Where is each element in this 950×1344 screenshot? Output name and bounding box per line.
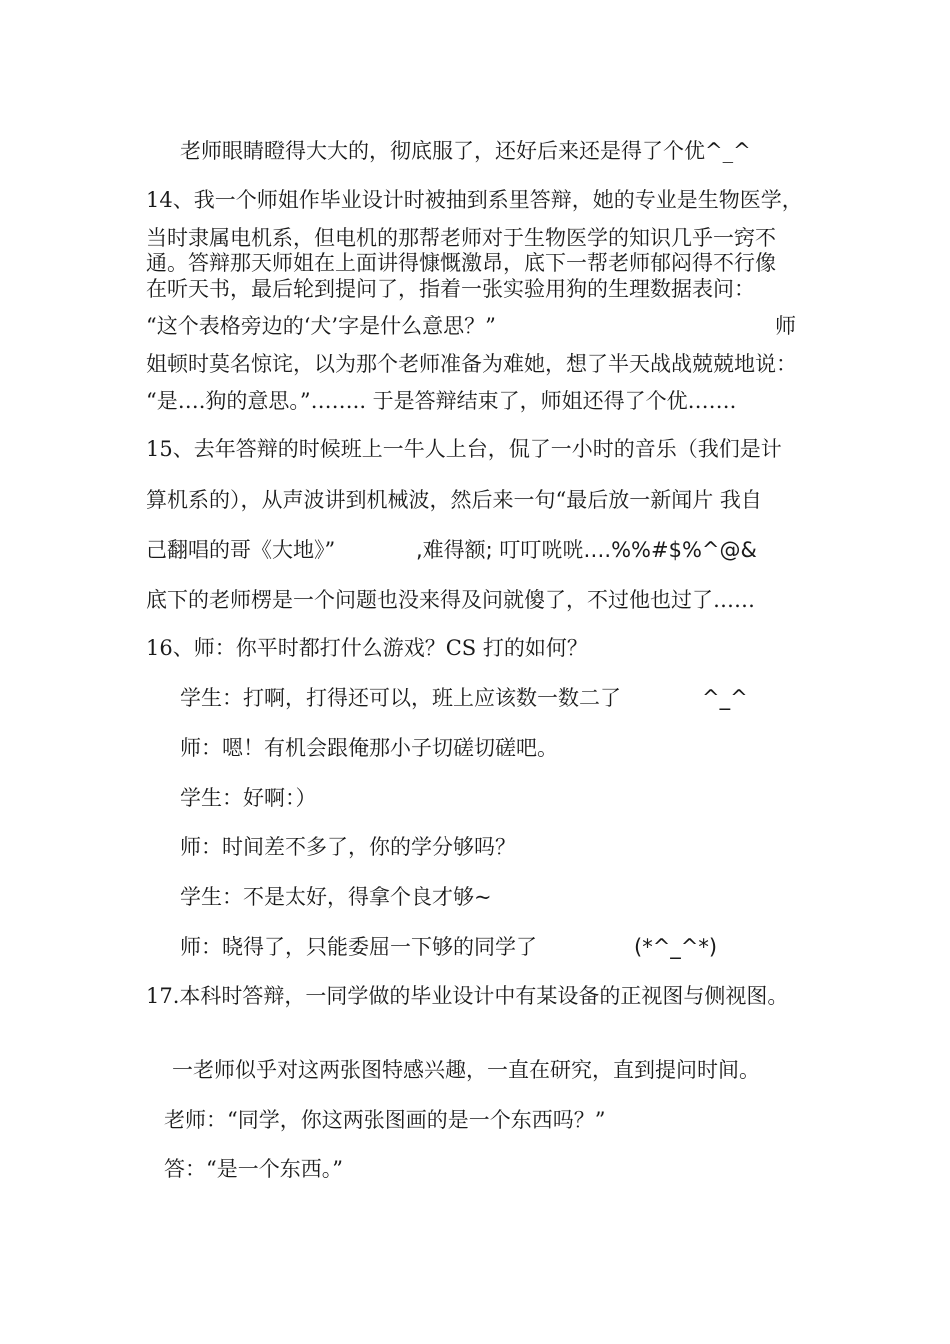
dialogue-line: 学生：打啊，打得还可以，班上应该数一数二了: [180, 686, 621, 710]
paragraph-line: 师: [775, 314, 796, 338]
paragraph-line: “是….狗的意思。”…….. 于是答辩结束了，师姐还得了个优…….: [146, 389, 737, 413]
paragraph-line: 14、我一个师姐作毕业设计时被抽到系里答辩，她的专业是生物医学，: [146, 188, 803, 212]
dialogue-line: ^_^: [702, 686, 748, 710]
paragraph-line: 当时隶属电机系，但电机的那帮老师对于生物医学的知识几乎一窍不: [146, 226, 776, 250]
dialogue-line: 答：“是一个东西。”: [164, 1157, 343, 1181]
paragraph-line: 17.本科时答辩，一同学做的毕业设计中有某设备的正视图与侧视图。: [146, 984, 789, 1008]
dialogue-line: (*^_^*): [634, 935, 718, 959]
paragraph-line: ,难得额; 叮叮咣咣….%%#$%^@&: [416, 538, 757, 562]
paragraph-line: 一老师似乎对这两张图特感兴趣，一直在研究，直到提问时间。: [172, 1058, 760, 1082]
dialogue-line: 师：时间差不多了，你的学分够吗？: [180, 835, 516, 859]
paragraph-line: 己翻唱的哥《大地》”: [146, 538, 336, 562]
paragraph-line: 姐顿时莫名惊诧，以为那个老师准备为难她，想了半天战战兢兢地说：: [146, 352, 797, 376]
paragraph-line: 在听天书，最后轮到提问了，指着一张实验用狗的生理数据表问：: [146, 277, 755, 301]
dialogue-line: 老师：“同学，你这两张图画的是一个东西吗？”: [164, 1108, 606, 1132]
paragraph-line: “这个表格旁边的‘犬’字是什么意思？”: [146, 314, 496, 338]
paragraph-line: 16、师：你平时都打什么游戏？CS 打的如何？: [146, 636, 588, 660]
dialogue-line: 学生：好啊：）: [180, 786, 317, 810]
paragraph-line: 老师眼睛瞪得大大的，彻底服了，还好后来还是得了个优^_^: [180, 139, 751, 163]
paragraph-line: 算机系的），从声波讲到机械波，然后来一句“最后放一新闻片 我自: [146, 488, 762, 512]
dialogue-line: 师：晓得了，只能委屈一下够的同学了: [180, 935, 537, 959]
dialogue-line: 师：嗯！有机会跟俺那小子切磋切磋吧。: [180, 736, 558, 760]
paragraph-line: 15、去年答辩的时候班上一牛人上台，侃了一小时的音乐（我们是计: [146, 437, 782, 461]
paragraph-line: 通。答辩那天师姐在上面讲得慷慨激昂，底下一帮老师郁闷得不行像: [146, 251, 776, 275]
dialogue-line: 学生：不是太好，得拿个良才够~: [180, 885, 492, 909]
paragraph-line: 底下的老师楞是一个问题也没来得及问就傻了，不过他也过了……: [146, 588, 755, 612]
